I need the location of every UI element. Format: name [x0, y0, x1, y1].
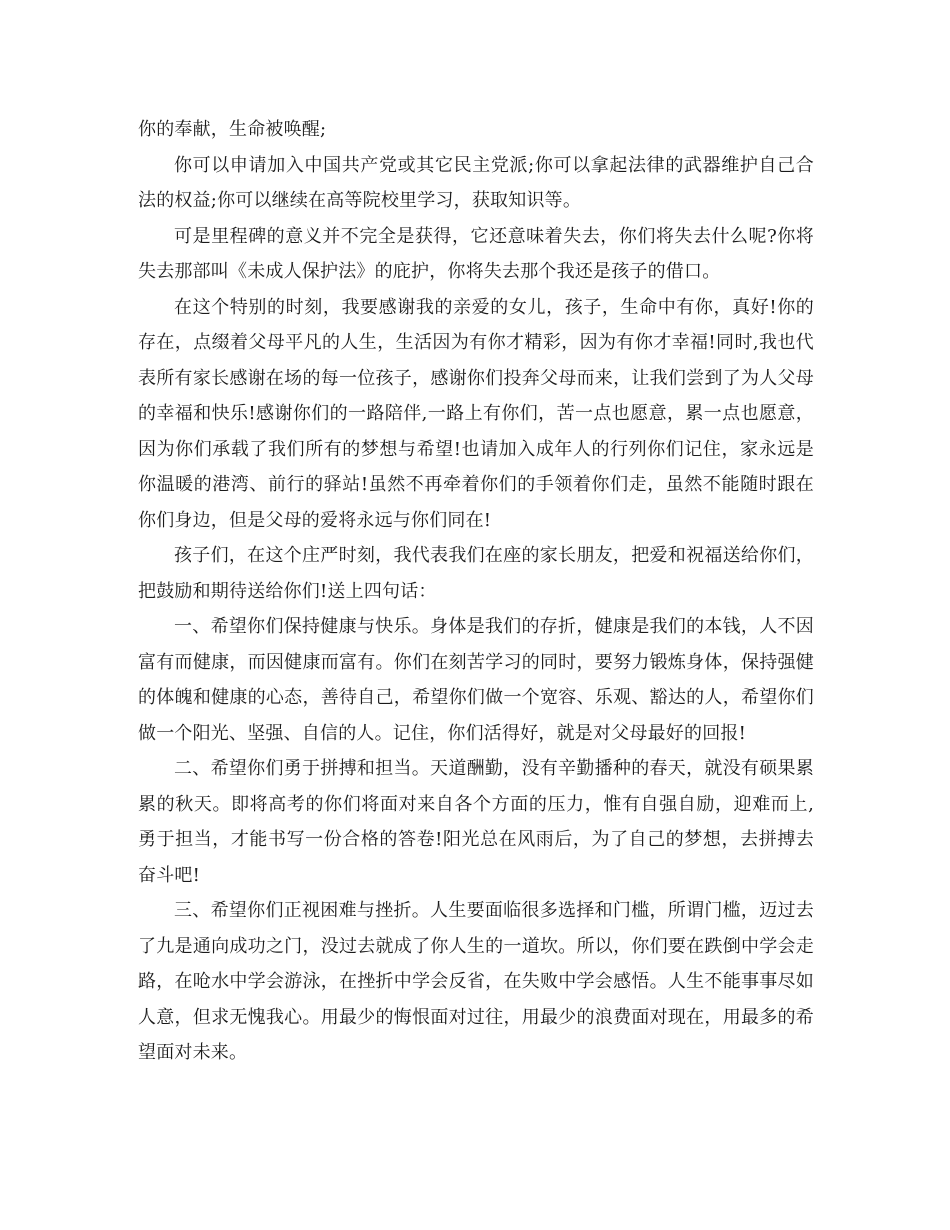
paragraph-4: 在这个特别的时刻，我要感谢我的亲爱的女儿，孩子，生命中有你，真好!你的存在，点缀着父母平凡的人生，生活因为有你才精彩，因为有你才幸福!同时,我也代表所有家长感谢在场的每一位孩子，感谢你们投奔父母而来，让我们尝到了为人父母的幸福和快乐!感谢你们的一路陪伴,一路上有你们，苦一点也愿意，累一点也愿意，因为你们承载了我们所有的梦想与希望!也请加入成年人的行列你们记住，家永远是你温暖的港湾、前行的驿站!虽然不再牵着你们的手领着你们走，虽然不能随时跟在你们身边，但是父母的爱将永远与你们同在! [138, 296, 814, 531]
paragraph-3: 可是里程碑的意义并不完全是获得，它还意味着失去，你们将失去什么呢?你将失去那部叫《未成人保护法》的庇护，你将失去那个我还是孩子的借口。 [138, 225, 814, 282]
paragraph-1: 你的奉献，生命被唤醒; [138, 119, 327, 140]
document-body [138, 112, 814, 1071]
paragraph-5: 孩子们，在这个庄严时刻，我代表我们在座的家长朋友，把爱和祝福送给你们，把鼓励和期待送给你们!送上四句话： [138, 545, 814, 602]
paragraph-7: 二、希望你们勇于拼搏和担当。天道酬勤，没有辛勤播种的春天，就没有硕果累累的秋天。即将高考的你们将面对来自各个方面的压力，惟有自强自励，迎难而上,勇于担当，才能书写一份合格的答卷!阳光总在风雨后，为了自己的梦想，去拼搏去奋斗吧! [138, 758, 814, 886]
paragraph-6: 一、希望你们保持健康与快乐。身体是我们的存折，健康是我们的本钱，人不因富有而健康，而因健康而富有。你们在刻苦学习的同时，要努力锻炼身体，保持强健的体魄和健康的心态，善待自己，希望你们做一个宽容、乐观、豁达的人，希望你们做一个阳光、坚强、自信的人。记住，你们活得好，就是对父母最好的回报! [138, 616, 814, 744]
paragraph-2: 你可以申请加入中国共产党或其它民主党派;你可以拿起法律的武器维护自己合法的权益;你可以继续在高等院校里学习，获取知识等。 [138, 154, 814, 211]
paragraph-8: 三、希望你们正视困难与挫折。人生要面临很多选择和门槛，所谓门槛，迈过去了九是通向成功之门，没过去就成了你人生的一道坎。所以，你们要在跌倒中学会走路，在呛水中学会游泳，在挫折中学会反省，在失败中学会感悟。人生不能事事尽如人意，但求无愧我心。用最少的悔恨面对过往，用最少的浪费面对现在，用最多的希望面对未来。 [138, 900, 814, 1063]
